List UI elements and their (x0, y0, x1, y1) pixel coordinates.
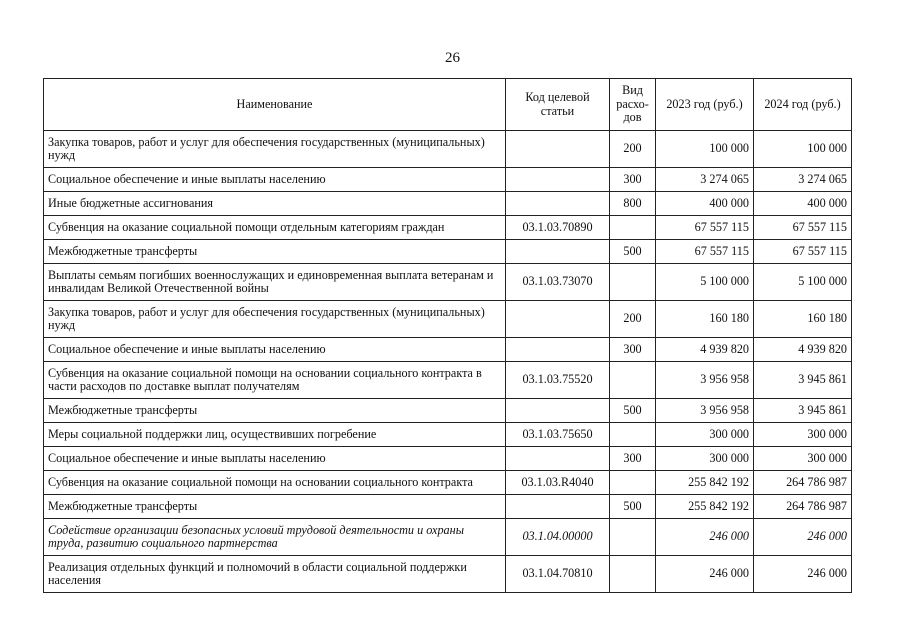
row-kind-cell: 200 (610, 301, 656, 338)
row-kind-cell (610, 519, 656, 556)
row-2024-cell: 3 945 861 (754, 399, 852, 423)
row-kind-cell: 500 (610, 495, 656, 519)
row-name-cell: Реализация отдельных функций и полномочий в области социальной поддержки населения (44, 556, 506, 593)
header-2023: 2023 год (руб.) (656, 79, 754, 131)
row-code-cell (506, 338, 610, 362)
table-row (44, 264, 852, 301)
row-code-cell (506, 240, 610, 264)
row-code-cell: 03.1.04.70810 (506, 556, 610, 593)
row-code-cell: 03.1.03.70890 (506, 216, 610, 240)
table-row (44, 447, 852, 471)
row-name-cell: Содействие организации безопасных условий трудовой деятельности и охраны труда, развитию социального партнерства (44, 519, 506, 556)
row-name-cell: Межбюджетные трансферты (44, 240, 506, 264)
row-kind-cell (610, 216, 656, 240)
row-code-cell (506, 495, 610, 519)
table-row (44, 168, 852, 192)
row-code-cell: 03.1.03.75520 (506, 362, 610, 399)
row-2024-cell: 100 000 (754, 131, 852, 168)
row-kind-cell (610, 362, 656, 399)
row-code-cell (506, 168, 610, 192)
row-code-cell: 03.1.03.73070 (506, 264, 610, 301)
row-2024-cell: 67 557 115 (754, 216, 852, 240)
header-name: Наименование (44, 79, 506, 131)
row-2023-cell: 300 000 (656, 423, 754, 447)
row-name-cell: Закупка товаров, работ и услуг для обеспечения государственных (муниципальных) нужд (44, 131, 506, 168)
row-kind-cell: 500 (610, 399, 656, 423)
row-name-cell: Социальное обеспечение и иные выплаты населению (44, 447, 506, 471)
row-2023-cell: 300 000 (656, 447, 754, 471)
page-number: 26 (445, 50, 460, 66)
row-kind-cell: 800 (610, 192, 656, 216)
budget-table (43, 78, 852, 593)
table-row (44, 240, 852, 264)
row-kind-cell (610, 556, 656, 593)
row-2023-cell: 255 842 192 (656, 471, 754, 495)
row-code-cell (506, 131, 610, 168)
row-2023-cell: 246 000 (656, 519, 754, 556)
row-code-cell (506, 301, 610, 338)
row-kind-cell: 300 (610, 338, 656, 362)
row-name-cell: Меры социальной поддержки лиц, осуществивших погребение (44, 423, 506, 447)
row-name-cell: Закупка товаров, работ и услуг для обеспечения государственных (муниципальных) нужд (44, 301, 506, 338)
row-name-cell: Иные бюджетные ассигнования (44, 192, 506, 216)
row-code-cell: 03.1.04.00000 (506, 519, 610, 556)
row-2024-cell: 160 180 (754, 301, 852, 338)
row-2023-cell: 67 557 115 (656, 216, 754, 240)
table-header-row (44, 79, 852, 131)
row-name-cell: Социальное обеспечение и иные выплаты населению (44, 338, 506, 362)
row-2023-cell: 246 000 (656, 556, 754, 593)
header-kind: Вид расхо-дов (610, 79, 656, 131)
table-row (44, 519, 852, 556)
table-row (44, 495, 852, 519)
table-row (44, 556, 852, 593)
row-code-cell: 03.1.03.R4040 (506, 471, 610, 495)
row-2024-cell: 4 939 820 (754, 338, 852, 362)
row-kind-cell: 300 (610, 447, 656, 471)
row-2024-cell: 300 000 (754, 447, 852, 471)
row-2023-cell: 255 842 192 (656, 495, 754, 519)
row-2024-cell: 264 786 987 (754, 471, 852, 495)
row-2023-cell: 5 100 000 (656, 264, 754, 301)
row-2024-cell: 264 786 987 (754, 495, 852, 519)
table-row (44, 423, 852, 447)
row-2024-cell: 3 274 065 (754, 168, 852, 192)
row-kind-cell: 200 (610, 131, 656, 168)
row-kind-cell: 300 (610, 168, 656, 192)
row-2023-cell: 3 274 065 (656, 168, 754, 192)
table-row (44, 131, 852, 168)
header-code: Код целевой статьи (506, 79, 610, 131)
row-name-cell: Субвенция на оказание социальной помощи отдельным категориям граждан (44, 216, 506, 240)
table-row (44, 399, 852, 423)
row-kind-cell: 500 (610, 240, 656, 264)
row-code-cell (506, 447, 610, 471)
row-code-cell (506, 192, 610, 216)
row-kind-cell (610, 423, 656, 447)
row-2024-cell: 67 557 115 (754, 240, 852, 264)
row-2023-cell: 67 557 115 (656, 240, 754, 264)
row-2023-cell: 100 000 (656, 131, 754, 168)
row-2024-cell: 300 000 (754, 423, 852, 447)
table-row (44, 192, 852, 216)
row-2023-cell: 3 956 958 (656, 362, 754, 399)
row-name-cell: Субвенция на оказание социальной помощи на основании социального контракта в части расходов по доставке выплат получателям (44, 362, 506, 399)
header-2024: 2024 год (руб.) (754, 79, 852, 131)
row-2023-cell: 160 180 (656, 301, 754, 338)
row-name-cell: Субвенция на оказание социальной помощи на основании социального контракта (44, 471, 506, 495)
table-row (44, 216, 852, 240)
row-kind-cell (610, 264, 656, 301)
row-2024-cell: 3 945 861 (754, 362, 852, 399)
table-row (44, 301, 852, 338)
row-code-cell: 03.1.03.75650 (506, 423, 610, 447)
row-2024-cell: 246 000 (754, 519, 852, 556)
row-2024-cell: 400 000 (754, 192, 852, 216)
row-name-cell: Межбюджетные трансферты (44, 495, 506, 519)
row-code-cell (506, 399, 610, 423)
row-2023-cell: 400 000 (656, 192, 754, 216)
row-2023-cell: 3 956 958 (656, 399, 754, 423)
row-2024-cell: 246 000 (754, 556, 852, 593)
row-2024-cell: 5 100 000 (754, 264, 852, 301)
table-row (44, 471, 852, 495)
table-row (44, 362, 852, 399)
row-name-cell: Социальное обеспечение и иные выплаты населению (44, 168, 506, 192)
row-name-cell: Выплаты семьям погибших военнослужащих и единовременная выплата ветеранам и инвалидам Великой Отечественной войны (44, 264, 506, 301)
table-row (44, 338, 852, 362)
row-name-cell: Межбюджетные трансферты (44, 399, 506, 423)
row-2023-cell: 4 939 820 (656, 338, 754, 362)
table-body (44, 131, 852, 593)
row-kind-cell (610, 471, 656, 495)
